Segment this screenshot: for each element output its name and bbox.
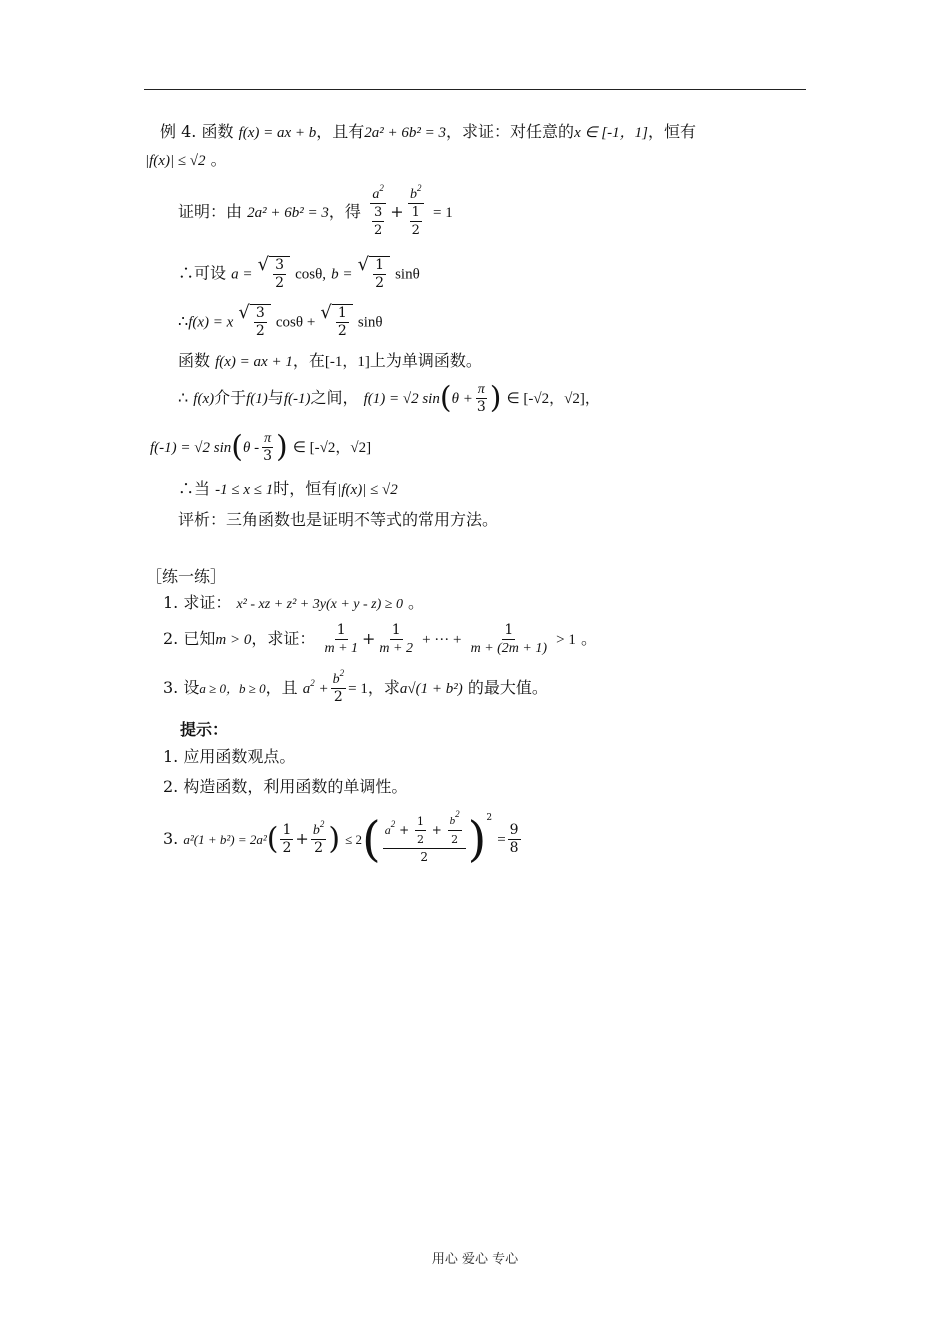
fraction-hint-big: $a^2$ + $\frac{1}{2}$ + $\frac{b^2}{2}$ 2	[383, 813, 466, 866]
proof-text: 函数	[178, 351, 211, 370]
fraction-1-over-m-plus-2m-plus-1: $\frac{1}{m + (2m + 1)}$	[470, 622, 548, 656]
proof-sin: sinθ	[395, 266, 420, 283]
hint-math: a²(1 + b²) = 2a²	[183, 832, 267, 847]
practice-text: 的最大值。	[467, 678, 548, 697]
practice-gt: > 1	[556, 632, 576, 648]
practice-math: x² - xz + z² + 3y(x + y - z) ≥ 0	[236, 597, 403, 612]
example-label: 例 4.	[160, 122, 197, 141]
proof-therefore: ∴	[178, 388, 189, 407]
proof-text: 证明：由	[178, 202, 243, 221]
hints-title	[180, 719, 228, 741]
proof-text: 之间，	[310, 388, 359, 407]
fraction-9-over-8: $\frac{9}{8}$	[509, 822, 519, 856]
practice-title	[146, 566, 226, 588]
proof-line-4	[178, 350, 482, 373]
proof-line-2	[178, 256, 420, 292]
hint-number: 2.	[163, 777, 179, 796]
proof-cos: cosθ +	[275, 314, 316, 331]
proof-text: 上为单调函数。	[369, 351, 482, 370]
hint-number: 3.	[163, 829, 179, 848]
page-footer: 用心 爱心 专心	[431, 1252, 519, 1267]
practice-dots: + ··· +	[422, 632, 462, 648]
practice-text: ，且	[265, 678, 298, 697]
example-line-1	[160, 121, 696, 144]
proof-f1-eq: f(1) = √2 sin	[363, 391, 440, 407]
example-condition: 2a² + 6b² = 3	[364, 125, 447, 141]
example-end: 。	[210, 150, 227, 169]
proof-text: ，得	[328, 202, 361, 221]
proof-comment-text: 评析：三角函数也是证明不等式的常用方法。	[178, 510, 499, 529]
proof-line-5: ∴ f(x)介于f(1)与f(-1)之间， f(1) = √2 sin(θ + $\frac{\pi}{3}$ ) ∈ [-√2，√2]，	[178, 380, 600, 416]
sqrt-1-2: √ $\frac{1}{2}$	[320, 304, 352, 340]
practice-condition: m > 0	[215, 632, 252, 648]
practice-end: 。	[408, 593, 425, 612]
example-claim: |f(x)| ≤ √2	[145, 153, 206, 169]
proof-interval: [-1，1]	[324, 354, 370, 370]
hint-text: 构造函数，利用函数的单调性。	[183, 777, 408, 796]
example-text: ，求证：对任意的	[446, 122, 575, 141]
proof-range: -1 ≤ x ≤ 1	[215, 482, 274, 498]
sqrt-3-2: √ $\frac{3}{2}$	[238, 304, 270, 340]
example-text: ，恒有	[647, 122, 696, 141]
proof-condition: 2a² + 6b² = 3	[247, 205, 329, 221]
hints-title-text: 提示：	[180, 720, 229, 739]
proof-text: 时，恒有	[273, 479, 338, 498]
example-text: ，且有	[316, 122, 365, 141]
practice-expression: a√(1 + b²)	[399, 681, 463, 697]
proof-a: a =	[231, 266, 253, 283]
proof-cos: cosθ,	[295, 266, 327, 283]
practice-item-3: 3. 设a ≥ 0，b ≥ 0，且 $a^2$ + $\frac{b^2}{2}$ = 1，求a√(1 + b²) 的最大值。	[163, 668, 548, 705]
proof-therefore: ∴	[178, 311, 189, 331]
practice-number: 3.	[163, 678, 179, 697]
proof-f1: f(1)	[246, 391, 268, 407]
practice-title-text: ［练一练］	[146, 567, 227, 586]
hint-item-1	[163, 746, 295, 768]
proof-line-7	[178, 478, 398, 501]
example-function: f(x) = ax + b	[238, 125, 317, 141]
hint-text: 应用函数观点。	[183, 747, 296, 766]
practice-end: 。	[580, 629, 597, 648]
practice-text: 已知	[183, 629, 216, 648]
practice-text: 设	[183, 678, 200, 697]
practice-text: 求证：	[183, 593, 232, 612]
proof-comment	[178, 509, 498, 531]
hint-item-3: 3. a²(1 + b²) = 2a²( $\frac{1}{2}$ + $\frac{b^2}{2}$ ) ≤ 2( $a^2$ + $\frac{1}{2}$ + $\frac{b^2}{2}$ 2 )$^2$ = $\frac{9}{8}$	[163, 809, 519, 868]
proof-line-3	[178, 304, 383, 340]
practice-item-1	[163, 592, 424, 616]
proof-text: 与	[267, 388, 284, 407]
proof-text: ，在	[292, 351, 325, 370]
proof-line-6: f(-1) = √2 sin(θ - $\frac{\pi}{3}$ ) ∈ [-√2，√2]	[150, 429, 372, 465]
fraction-b2-over-2: $\frac{b^2}{2}$	[332, 668, 345, 705]
hint-item-2	[163, 776, 407, 798]
practice-number: 1.	[163, 593, 179, 612]
proof-sin: sinθ	[357, 314, 383, 331]
hint-leq: ≤ 2	[345, 832, 363, 847]
hint-number: 1.	[163, 747, 179, 766]
proof-range: ∈ [-√2，√2]，	[506, 391, 600, 407]
practice-condition: a ≥ 0，b ≥ 0	[199, 681, 266, 696]
header-rule	[144, 89, 806, 90]
proof-f: f(x)	[193, 391, 215, 407]
proof-line-1: 证明：由 2a² + 6b² = 3，得 $\frac{a^2}{\frac{3}{2}}$ + $\frac{b^2}{\frac{1}{2}}$ = 1	[178, 183, 453, 238]
proof-fm1: f(-1)	[283, 391, 311, 407]
example-text: 函数	[201, 122, 234, 141]
sqrt-1-2: √ $\frac{1}{2}$	[358, 256, 390, 292]
practice-text: ，求	[367, 678, 400, 697]
proof-fm1-eq: f(-1) = √2 sin	[150, 440, 232, 456]
proof-text: 介于	[214, 388, 247, 407]
example-domain: x ∈ [-1，1]	[574, 125, 648, 141]
fraction-b2-over-1-2: $\frac{b^2}{\frac{1}{2}}$	[410, 183, 422, 238]
proof-b: b =	[331, 266, 353, 283]
practice-text: ，求证：	[251, 629, 316, 648]
proof-text: ∴可设	[178, 263, 227, 283]
practice-item-2: 2. 已知m > 0，求证： $\frac{1}{m + 1}$ + $\frac{1}{m + 2}$ + ··· + $\frac{1}{m + (2m + 1)}$ > 1 。	[163, 622, 597, 656]
sqrt-3-2: √ $\frac{3}{2}$	[258, 256, 290, 292]
proof-claim: |f(x)| ≤ √2	[337, 482, 398, 498]
proof-f: f(x) = ax + 1	[215, 354, 293, 370]
fraction-1-over-m-plus-1: $\frac{1}{m + 1}$	[324, 622, 359, 656]
fraction-a2-over-3-2: $\frac{a^2}{\frac{3}{2}}$	[372, 183, 384, 238]
proof-range: ∈ [-√2，√2]	[292, 440, 372, 456]
practice-number: 2.	[163, 629, 179, 648]
practice-equals: = 1	[348, 681, 368, 697]
hint-result: =	[497, 832, 506, 848]
proof-text: ∴当	[178, 479, 211, 498]
example-line-2	[145, 149, 227, 172]
proof-f: f(x) = x	[188, 314, 234, 331]
fraction-1-over-m-plus-2: $\frac{1}{m + 2}$	[379, 622, 413, 656]
proof-equals: = 1	[433, 205, 453, 221]
